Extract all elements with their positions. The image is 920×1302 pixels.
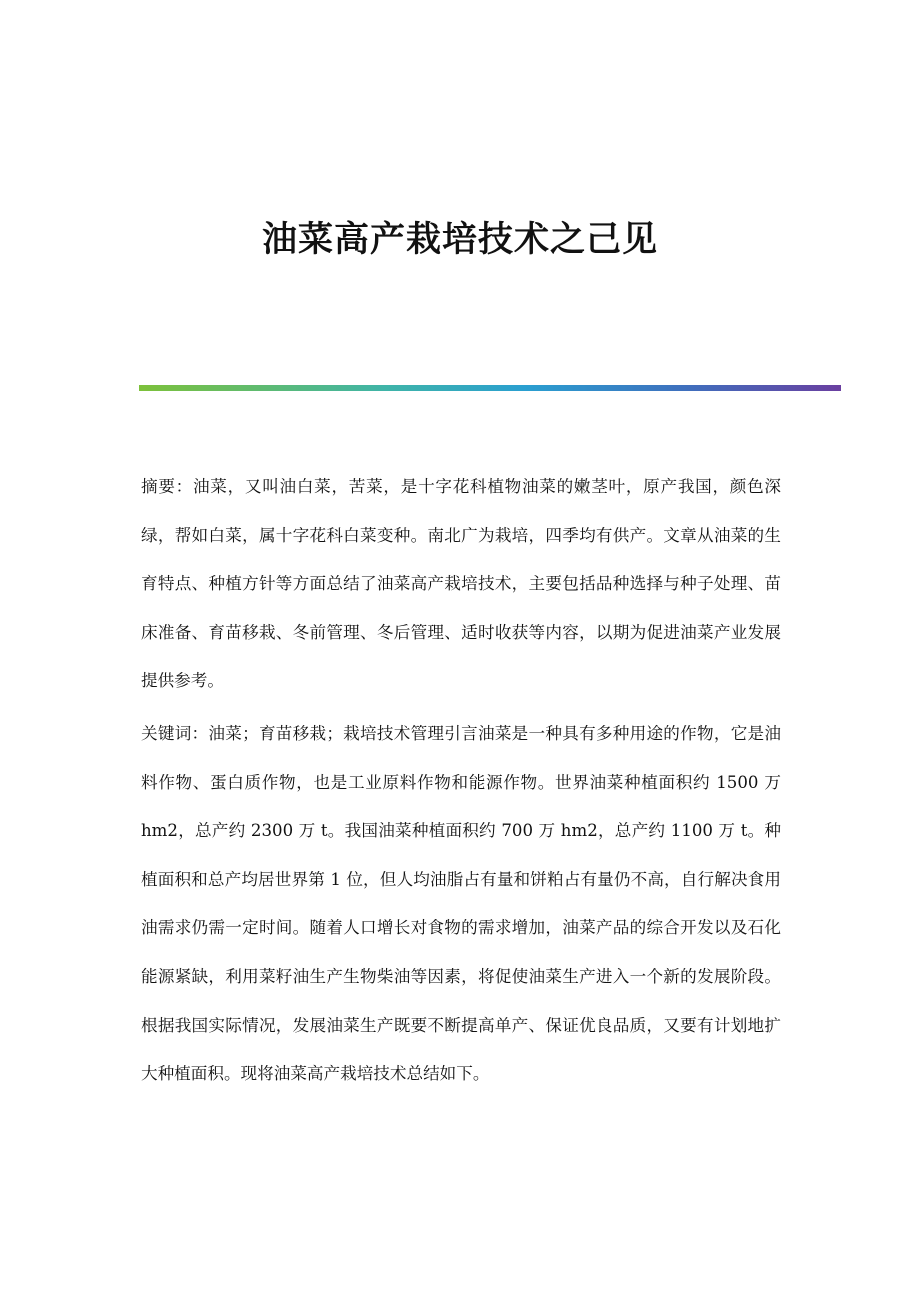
document-title: 油菜高产栽培技术之己见 [261,219,658,260]
document-body [141,463,781,1103]
keywords-introduction-paragraph: 关键词：油菜；育苗移栽；栽培技术管理引言油菜是一种具有多种用途的作物，它是油料作物、蛋白质作物，也是工业原料作物和能源作物。世界油菜种植面积约 1500 万 hm2，总产约 2300 万 t。我国油菜种植面积约 700 万 hm2，总产约 1100 万 t。种植面积和总产均居世界第 1 位，但人均油脂占有量和饼粕占有量仍不高，自行解决食用油需求仍需一定时间。随着人口增长对食物的需求增加，油菜产品的综合开发以及石化能源紧缺，利用菜籽油生产生物柴油等因素，将促使油菜生产进入一个新的发展阶段。根据我国实际情况，发展油菜生产既要不断提高单产、保证优良品质，又要有计划地扩大种植面积。现将油菜高产栽培技术总结如下。 [141,723,781,1084]
title-divider [139,385,841,391]
abstract-paragraph: 摘要：油菜，又叫油白菜，苦菜，是十字花科植物油菜的嫩茎叶，原产我国，颜色深绿，帮如白菜，属十字花科白菜变种。南北广为栽培，四季均有供产。文章从油菜的生育特点、种植方针等方面总结了油菜高产栽培技术，主要包括品种选择与种子处理、苗床准备、育苗移栽、冬前管理、冬后管理、适时收获等内容，以期为促进油菜产业发展提供参考。 [141,477,781,691]
